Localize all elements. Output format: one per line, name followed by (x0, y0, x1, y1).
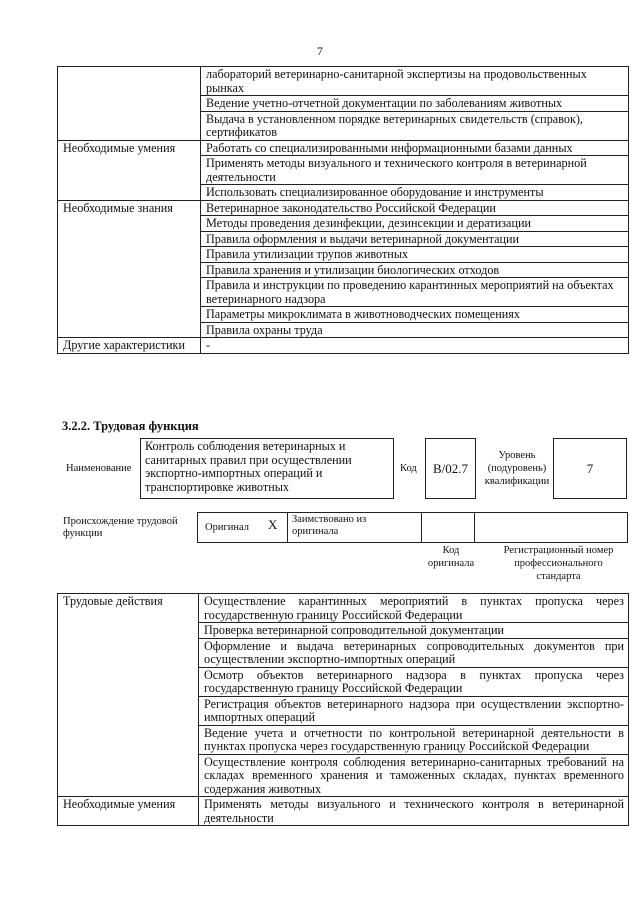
row-label (58, 111, 201, 140)
row-label (58, 247, 201, 263)
table-row (58, 754, 629, 797)
row-value: Применять методы визуального и технического контроля в ветеринарной деятельности (199, 797, 629, 826)
row-value: Правила хранения и утилизации биологических отходов (201, 262, 629, 278)
row-value: Выдача в установленном порядке ветеринарных свидетельств (справок), сертификатов (201, 111, 629, 140)
table-row (58, 307, 629, 323)
row-value: Регистрация объектов ветеринарного надзора при осуществлении экспортно-импортных операций (199, 696, 629, 725)
table-row (58, 185, 629, 201)
table-row (58, 638, 629, 667)
table-row (58, 156, 629, 185)
table-row (58, 322, 629, 338)
divider (421, 512, 422, 543)
table-row (58, 278, 629, 307)
row-value: Использовать специализированное оборудование и инструменты (201, 185, 629, 201)
row-value: Ведение учета и отчетности по контрольной ветеринарной деятельности в пунктах пропуска через государственную границу Российской Федерации (199, 725, 629, 754)
row-label (58, 638, 199, 667)
row-label (58, 696, 199, 725)
table-row (58, 216, 629, 232)
reg-number-label: Регистрационный номер профессионального стандарта (503, 545, 614, 582)
code-value: B/02.7 (432, 461, 469, 476)
table-row (58, 140, 629, 156)
row-value: Методы проведения дезинфекции, дезинсекции и дератизации (201, 216, 629, 232)
row-label (58, 67, 201, 96)
row-label (58, 307, 201, 323)
row-label (58, 725, 199, 754)
row-label (58, 623, 199, 639)
table-row (58, 111, 629, 140)
table-row (58, 231, 629, 247)
row-value: Правила охраны труда (201, 322, 629, 338)
level-value: 7 (586, 461, 594, 476)
table-row (58, 797, 629, 826)
row-label (58, 754, 199, 797)
table-row (58, 725, 629, 754)
function-name-box (140, 438, 394, 499)
row-label (58, 278, 201, 307)
table-row (58, 594, 629, 623)
code-original-label: Код оригинала (427, 545, 475, 569)
function-name-value: Контроль соблюдения ветеринарных и санитарных правил при осуществлении экспортно-импортных операций и транспортировке животных (145, 439, 352, 495)
row-label: Необходимые умения (58, 140, 201, 156)
row-value: Оформление и выдача ветеринарных сопроводительных документов при осуществлении экспортно-импортных операций (199, 638, 629, 667)
row-value: Параметры микроклимата в животноводческих помещениях (201, 307, 629, 323)
table-row (58, 338, 629, 354)
table-row (58, 247, 629, 263)
table-row (58, 696, 629, 725)
origin-label: Происхождение трудовой функции (63, 516, 178, 539)
row-value: Осуществление карантинных мероприятий в пунктах пропуска через государственную границу Российской Федерации (199, 594, 629, 623)
row-label (58, 156, 201, 185)
row-value: лабораторий ветеринарно-санитарной экспертизы на продовольственных рынках (201, 67, 629, 96)
name-label: Наименование (66, 463, 132, 474)
table-row (58, 667, 629, 696)
table-row (58, 96, 629, 112)
row-label (58, 667, 199, 696)
row-value: Правила оформления и выдачи ветеринарной документации (201, 231, 629, 247)
row-value: Проверка ветеринарной сопроводительной документации (199, 623, 629, 639)
row-value: Осмотр объектов ветеринарного надзора в пунктах пропуска через государственную границу Российской Федерации (199, 667, 629, 696)
row-value: Ветеринарное законодательство Российской Федерации (201, 200, 629, 216)
row-value: Правила утилизации трупов животных (201, 247, 629, 263)
code-box (425, 438, 476, 499)
row-label: Другие характеристики (58, 338, 201, 354)
row-value: Применять методы визуального и технического контроля в ветеринарной деятельности (201, 156, 629, 185)
borrowed-label: Заимствовано из оригинала (292, 514, 367, 537)
row-label (58, 262, 201, 278)
row-value: Правила и инструкции по проведению карантинных мероприятий на объектах ветеринарного надзора (201, 278, 629, 307)
row-label (58, 322, 201, 338)
code-label: Код (400, 463, 417, 474)
row-label (58, 231, 201, 247)
row-value: Работать со специализированными информационными базами данных (201, 140, 629, 156)
original-mark: X (268, 517, 278, 532)
table-row (58, 262, 629, 278)
section-heading: 3.2.2. Трудовая функция (62, 419, 199, 433)
row-label: Необходимые знания (58, 200, 201, 216)
row-value: - (201, 338, 629, 354)
table-row (58, 623, 629, 639)
row-label: Трудовые действия (58, 594, 199, 623)
divider (287, 512, 288, 543)
competencies-table (57, 66, 629, 354)
row-label: Необходимые умения (58, 797, 199, 826)
row-label (58, 216, 201, 232)
table-row (58, 200, 629, 216)
level-label: Уровень (подуровень) квалификации (484, 450, 550, 487)
labor-actions-table (57, 593, 629, 826)
divider (474, 512, 475, 543)
row-value: Ведение учетно-отчетной документации по заболеваниям животных (201, 96, 629, 112)
row-value: Осуществление контроля соблюдения ветеринарно-санитарных требований на складах временного хранения и таможенных складах, пунктах временного содержания животных (199, 754, 629, 797)
page-number: 7 (317, 44, 323, 58)
row-label (58, 96, 201, 112)
row-label (58, 185, 201, 201)
level-box (553, 438, 627, 499)
original-label: Оригинал (205, 522, 249, 533)
table-row (58, 67, 629, 96)
